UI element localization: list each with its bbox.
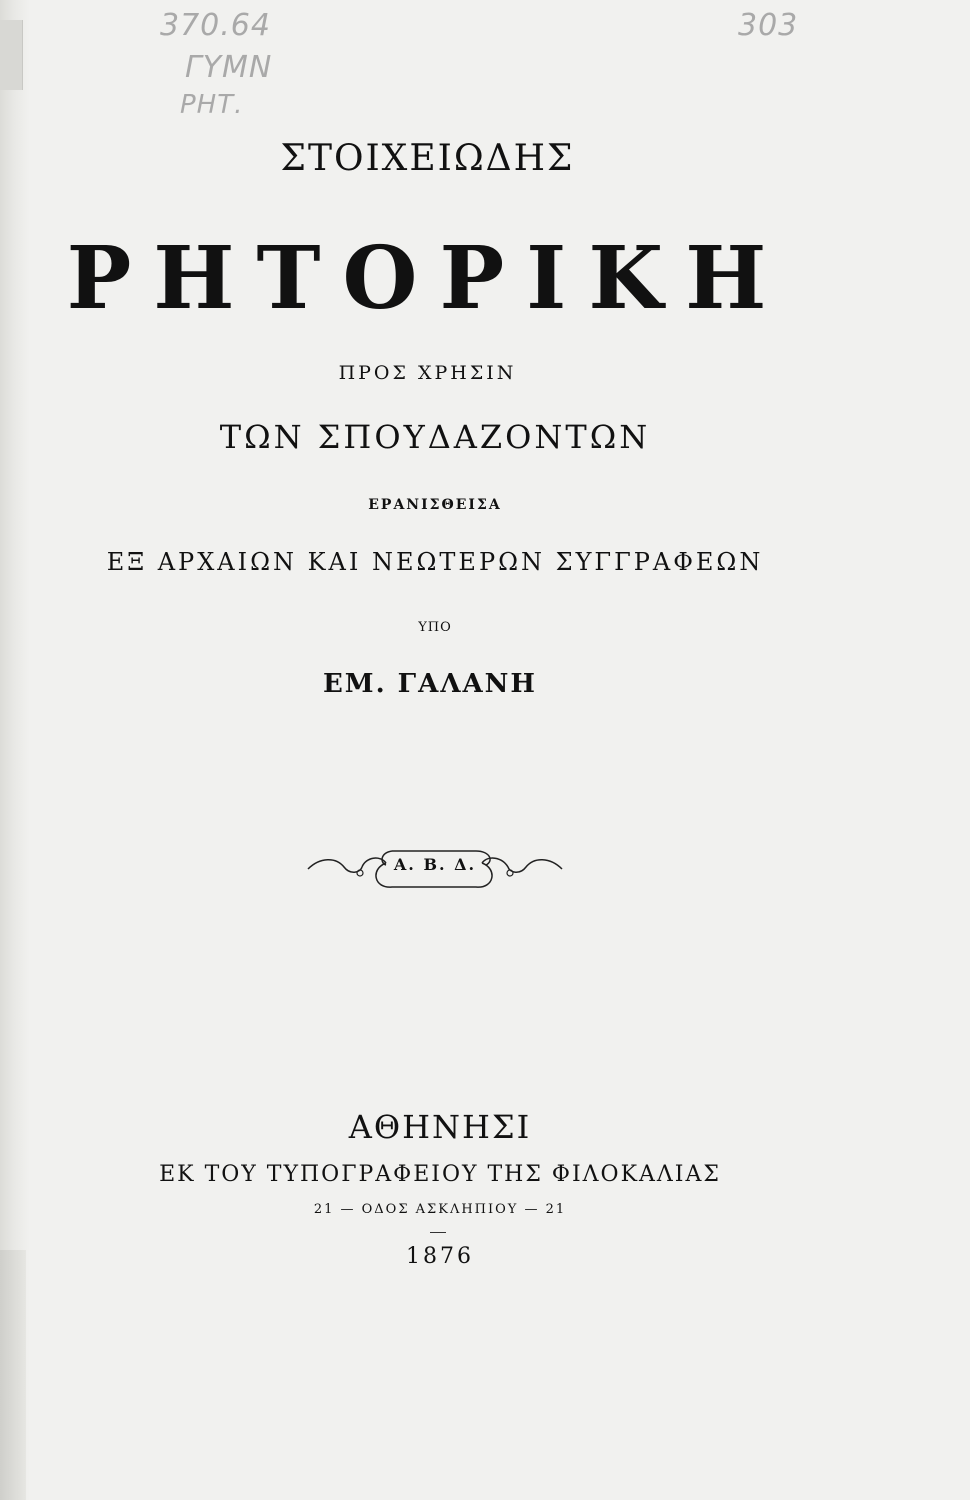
ornament-initials: Α. Β. Δ. [393, 855, 477, 874]
handwritten-shelfmark-3: ΡΗΤ. [180, 90, 244, 120]
handwritten-number: 303 [738, 8, 799, 43]
main-title: ΡΗΤΟΡΙΚΗ [66, 228, 789, 329]
imprint-printer: ΕΚ ΤΟΥ ΤΥΠΟΓΡΑΦΕΙΟΥ ΤΗΣ ΦΙΛΟΚΑΛΙΑΣ [159, 1162, 721, 1187]
divider-rule [430, 1232, 446, 1233]
binding-tab-top [0, 20, 23, 90]
purpose-line: ΠΡΟΣ ΧΡΗΣΙΝ [338, 362, 517, 384]
binding-tab-bottom [0, 1250, 26, 1500]
compiled-line: ΕΡΑΝΙΣΘΕΙΣΑ [368, 497, 502, 513]
handwritten-shelfmark-1: 370.64 [160, 8, 271, 43]
audience-line: ΤΩΝ ΣΠΟΥΔΑΖΟΝΤΩΝ [219, 418, 651, 456]
imprint-address: 21 — ΟΔΟΣ ΑΣΚΛΗΠΙΟΥ — 21 [313, 1202, 567, 1217]
author-name: ΕΜ. ΓΑΛΑΝΗ [322, 669, 537, 699]
subject-line: ΣΤΟΙΧΕΙΩΔΗΣ [280, 138, 575, 179]
handwritten-shelfmark-2: ΓΥΜΝ [185, 50, 273, 85]
sources-line: ΕΞ ΑΡΧΑΙΩΝ ΚΑΙ ΝΕΩΤΕΡΩΝ ΣΥΓΓΡΑΦΕΩΝ [106, 548, 764, 576]
imprint-place: ΑΘΗΝΗΣΙ [348, 1108, 532, 1146]
by-line: ΥΠΟ [418, 620, 452, 635]
imprint-year: 1876 [406, 1244, 474, 1269]
